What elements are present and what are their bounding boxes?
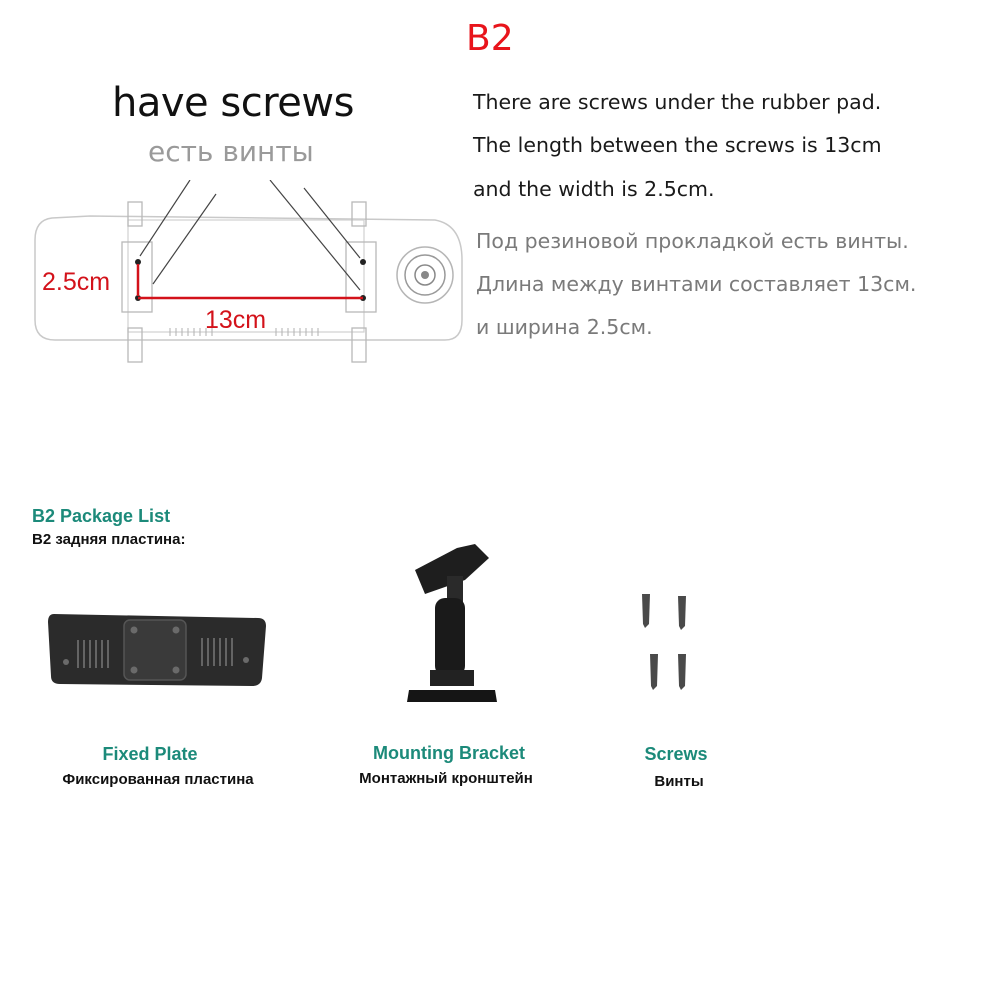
length-label: 13cm xyxy=(205,306,267,334)
have-screws-heading-ru: есть винты xyxy=(148,135,314,168)
item-screws-name: Screws xyxy=(644,744,708,764)
item-mounting-bracket-name: Mounting Bracket xyxy=(372,743,525,763)
item-fixed-plate-name: Fixed Plate xyxy=(102,744,198,764)
description-en-line-1: There are screws under the rubber pad. xyxy=(473,90,882,114)
model-title: B2 xyxy=(466,18,514,59)
description-ru-line-3: и ширина 2.5см. xyxy=(476,315,653,339)
screw-dots xyxy=(135,259,366,301)
package-list-title: B2 Package List xyxy=(32,506,171,526)
description-ru-line-2: Длина между винтами составляет 13см. xyxy=(476,272,917,296)
description-en-line-2: The length between the screws is 13cm xyxy=(473,133,882,157)
description-ru-line-1: Под резиновой прокладкой есть винты. xyxy=(476,229,909,253)
mounting-bracket-image xyxy=(405,540,500,708)
description-en-line-3: and the width is 2.5cm. xyxy=(473,177,715,201)
package-list-subtitle: B2 задняя пластина: xyxy=(32,531,186,548)
camera-mount-icon xyxy=(397,247,453,303)
item-mounting-bracket-name-ru: Монтажный кронштейн xyxy=(359,770,533,787)
item-fixed-plate-name-ru: Фиксированная пластина xyxy=(62,771,254,788)
item-screws-name-ru: Винты xyxy=(654,773,704,790)
screw-pointer-lines xyxy=(140,180,360,290)
screws-image xyxy=(636,592,696,692)
have-screws-heading: have screws xyxy=(112,80,354,126)
fixed-plate-image xyxy=(46,612,268,688)
width-label: 2.5cm xyxy=(42,268,111,296)
